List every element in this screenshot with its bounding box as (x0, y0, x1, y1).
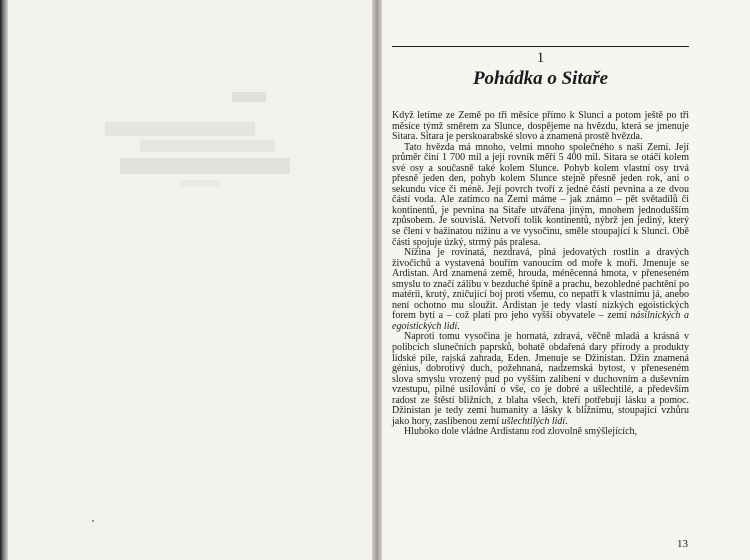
page-number: 13 (677, 538, 688, 550)
chapter-body (392, 111, 689, 438)
paragraph-text: . (457, 320, 460, 332)
chapter-title: Pohádka o Sitaře (472, 68, 609, 89)
emphasis-text: ušlechtilých lidí (501, 415, 566, 427)
paragraph (392, 248, 689, 332)
speck (92, 520, 94, 522)
chapter-rule (392, 46, 689, 47)
emphasis-text: násilnických a egoistických lidí (392, 310, 690, 332)
paragraph (392, 143, 689, 248)
paragraph-text: Hluboko dole vládne Ardistanu rod zlovolně smýšlejících, (404, 426, 638, 438)
left-page (0, 0, 374, 560)
paragraph (392, 332, 689, 427)
paragraph-text: Tato hvězda má mnoho, velmi mnoho společného s naší Zemí. Její průměr činí 1 700 mil a její rovník měří 5 400 mil. Sitara se otáčí kolem své osy a současně také kolem Slunce. Pohyb kolem vlastní osy trvá přesně jeden den, pohyb kolem Slunce stejně přesně jeden rok, ani o sekundu více či méně. Její povrch tvoří z jedné části pevnina a ze dvou částí voda. Ale zatímco na Zemi máme – jak známo – pět světadílů či kontinentů, je pevnina na Sitaře utvářena jiným, mnohem jednodušším způsobem. Je souvislá. Netvoří tolik kontinentů, nýbrž jen jediný, který se člení v bažinatou nížinu a ve vysočinu, směle stoupající k Slunci. Obě části spojuje úzký, strmý pás pralesa. (392, 141, 689, 248)
paragraph (392, 427, 689, 438)
paragraph-text: . (565, 415, 568, 427)
paragraph (392, 111, 689, 143)
paragraph-text: Naproti tomu vysočina je hornatá, zdravá, věčně mladá a krásná v polibcích slunečních paprsků, bohatě obdařená dary přírody a produkty lidské píle, rajská zahrada, Eden. Jmenuje se Džinistan. Džin znamená génius, dobrotivý duch, požehnaná, nadzemská bytost, v přeneseném slova smyslu vrozený pud po vyšším zalíbení v duchovním a duševním vzestupu, pilné usilování o vše, co je dobré a ušlechtilé, a především radost ze štěstí bližních, z blaha všech, kteří potřebují lásku a pomoc. Džinistan je tedy zemí humanity a lásky k bližnímu, stoupající vzhůru jako hory, zaslíbenou zemí (392, 331, 689, 427)
paragraph-text: Nížina je rovinatá, nezdravá, plná jedovatých rostlin a dravých živočichů a vystavená bouřím vanoucím od moře k moři. Jmenuje se Ardistan. Ard znamená země, hrouda, méněcenná hmota, v přeneseném smyslu to značí zálibu v bezduché špíně a prachu, bezohledné pachtění po matérii, krutý, zničující boj proti všemu, co nepatří k vlastnímu já, anebo není ochotno mu sloužit. Ardistan je tedy vlastí nízkých egoistických forem bytí a – což platí pro jeho vyšší obyvatele – zemí (392, 247, 689, 322)
paragraph-text: Když letíme ze Země po tři měsíce přímo k Slunci a potom ještě po tři měsíce týmž směrem za Slunce, dospějeme na hvězdu, která se jmenuje Sitara. Sitara je perskoarabské slovo a znamená prostě hvězda. (392, 110, 689, 143)
chapter-number: 1 (536, 50, 545, 66)
show-through-text (0, 0, 374, 560)
